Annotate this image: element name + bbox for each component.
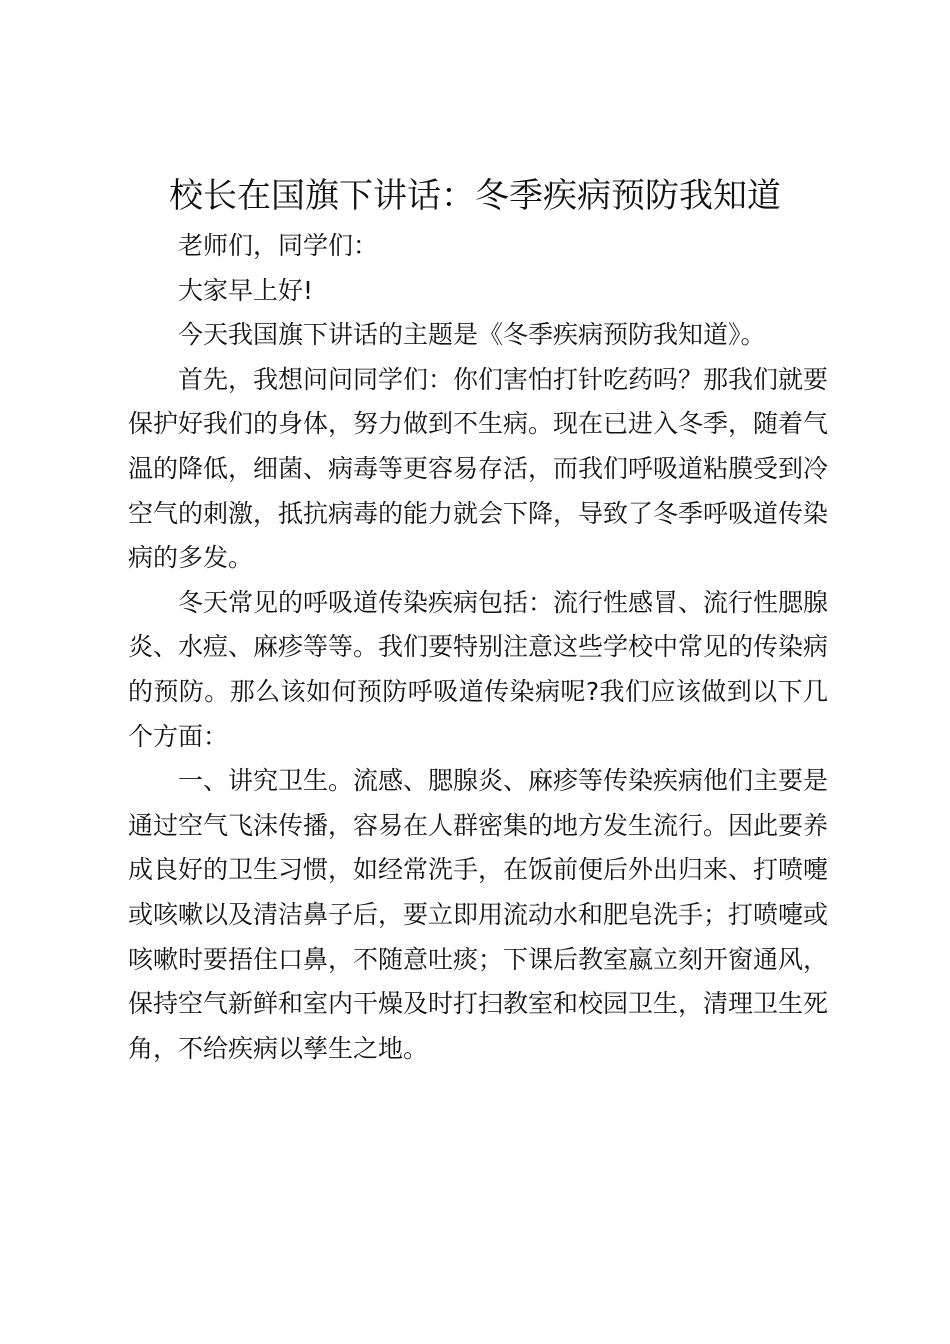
- paragraph-hygiene: 一、讲究卫生。流感、腮腺炎、麻疹等传染疾病他们主要是通过空气飞沫传播，容易在人群密集的地方发生流行。因此要养成良好的卫生习惯，如经常洗手，在饭前便后外出归来、打喷嚏或咳嗽以及清洁鼻子后，要立即用流动水和肥皂洗手；打喷嚏或咳嗽时要捂住口鼻，不随意吐痰；下课后教室嬴立刻开窗通风，保持空气新鲜和室内干燥及时打扫教室和校园卫生，清理卫生死角，不给疾病以孳生之地。: [128, 766, 829, 1063]
- paragraph-intro: 首先，我想问问同学们：你们害怕打针吃药吗？那我们就要保护好我们的身体，努力做到不生病。现在已进入冬季，随着气温的降低，细菌、病毒等更容易存活，而我们呼吸道粘膜受到冷空气的刺激，抵抗病毒的能力就会下降，导致了冬季呼吸道传染病的多发。: [128, 364, 829, 573]
- document-body: [128, 224, 828, 1071]
- paragraph-topic: 今天我国旗下讲话的主题是《冬季疾病预防我知道》。: [178, 320, 766, 350]
- paragraph-common-diseases: 冬天常见的呼吸道传染疾病包括：流行性感冒、流行性腮腺炎、水痘、麻疹等等。我们要特别注意这些学校中常见的传染病的预防。那么该如何预防呼吸道传染病呢?我们应该做到以下几个方面：: [128, 587, 829, 751]
- paragraph-greeting: 老师们，同学们：: [178, 231, 379, 260]
- paragraph-good-morning: 大家早上好!: [178, 275, 314, 305]
- document-title: 校长在国旗下讲话：冬季疾病预防我知道: [169, 176, 781, 216]
